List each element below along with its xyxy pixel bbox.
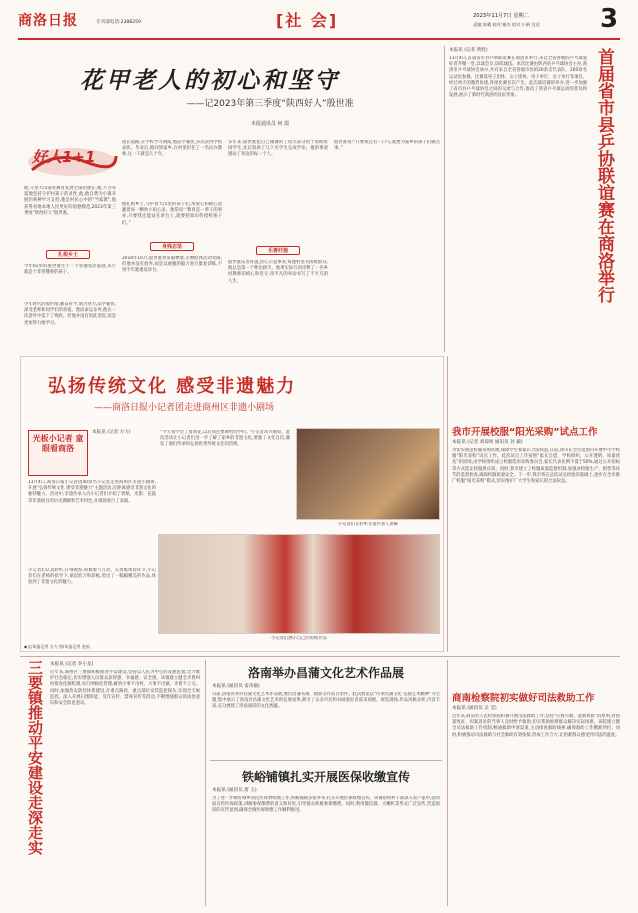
editor-credits: 责编:张璐 校对:谢杰 组对:小帆 宣达 <box>473 22 540 27</box>
divider-story8 <box>447 660 448 906</box>
story7-title: 铁峪铺镇扎实开展医保收缴宣传 <box>241 770 410 784</box>
subhead-rooted: 扎根乡土 <box>46 250 90 259</box>
badge-text: 好人1+1 <box>32 148 96 166</box>
story3-title: 弘扬传统文化 感受非遗魅力 <box>48 376 297 397</box>
story1-col2-p3: 2018年10月,殷世准突发脑梗塞,左侧肢体活动受限,但他并没有放弃,而是以顽强的毅力进行康复训练,不到半年就重返讲台。 <box>122 256 222 274</box>
section-title: [社 会] <box>276 11 339 30</box>
story2-text: 11月4日,首届省市县乒协联谊赛在商洛市举行,来自全省各地的乒乓球爱好者齐聚一堂,以球会友,切磋球技。本次比赛由陕西省乒乓球协会主办,商洛市乒乓球协会承办,共有来自全省各地市县的20余支代表队、200余名运动员参赛。比赛设男子团体、女子团体、男子单打、女子单打等项目。经过两天的激烈角逐,各项比赛名次产生。此次联谊赛的举办,进一步加强了省市县乒乓球协会之间的交流与合作,推动了我省乒乓球运动的普及和发展,展示了新时代商洛的良好形象。 <box>449 56 587 99</box>
issue-date: 2023年11月7日 星期二 <box>473 13 529 19</box>
story1-col3-p1: 多年来,殷世准把自己微薄的工资大部分用于资助贫困学生,先后资助了几十名学生完成学业。他的事迹感动了身边的每一个人。 <box>228 140 328 158</box>
photo-lecture <box>296 428 440 520</box>
story8-text: 近年来,商南县人民检察院积极开展司法救助工作,坚持“应救尽救、能救快救”的原则,对因案致贫、因案返贫的当事人及时给予救助,切实帮助困难群众解决实际困难。该院建立健全司法救助工作机制,畅通救助申请渠道,主动排查救助线索,确保救助工作精准到位。同时,积极推动司法救助与社会救助有效衔接,形成工作合力,让困难群众感受到司法的温度。 <box>452 714 620 738</box>
story1-col2-p2: 他扎根乡土,守护着大山里的孩子们,用爱心和耐心浇灌着每一颗幼小的心灵。他常说:“教育是一辈子的事业,只要我还能站在讲台上,就要把知识传授给孩子们。” <box>122 202 222 226</box>
story3-text2: 小记者们认真聆听,仔细观察,积极参与互动。在剪纸体验环节,小记者们在老师的指导下,拿起剪刀和彩纸,剪出了一幅幅精美的作品,体验到了非遗文化的魅力。 <box>28 568 156 586</box>
story7-byline: 本报讯 (通讯员 唐 玉) <box>212 788 257 793</box>
story3-text3: “今天我学会了剪窗花,以后我还要教给同学们。”小记者高兴地说。此次活动让小记者们进一步了解了家乡的非遗文化,增强了文化自信,激发了他们传承和弘扬优秀传统文化的热情。 <box>160 430 290 448</box>
divider-story4 <box>447 356 448 652</box>
story1-col1-p1: 他,守望大山深处教育发展全部的重任,他,不分冬夏地坚持守护村孩子的灵性,他,他自费为小镇开展的各种学习支持,他是村民心中的“当家教”,他获得省地本地人民更好的道德模范,2023年第三季度“陕西好人”殷世准。 <box>24 186 116 216</box>
story4-title: 我市开展校服“阳光采购”试点工作 <box>452 427 598 438</box>
story1-col2-p1: 成长道路,在学校学习期间,他品学兼优,多次获得学校表彰。毕业后,他回到家乡,在村里担任了一名民办教师,这一干就是几十年。 <box>122 140 222 158</box>
masthead <box>18 4 620 36</box>
story4-text: 为切实规范校服采购管理,保障学生和家长合法权益,日前,我市在全市范围内开展中小学校服“阳光采购”试点工作。此次试点工作按照“家长自愿、学校组织、公开透明、质量优先”的原则,由学校组织成立校服选用采购委员会,家长代表比例不低于50%,通过公开招标等方式选定校服供应商。同时,我市建立了校服质量监督机制,加强对校服生产、销售等环节的监督检查,确保校服质量安全。下一步,我市将在总结试点经验的基础上,逐步在全市推广校服“阳光采购”模式,切实维护广大学生和家长的合法权益。 <box>452 448 620 485</box>
divider-story2 <box>444 46 445 352</box>
story4-byline: 本报讯 (记者 刘琼瑶 通讯员 孙 毅) <box>452 440 523 445</box>
story3-seal-text: 光板小记者 童眼看商洛 <box>32 434 84 453</box>
story3-photo-credit: ◆文/本报记者 方力 图/本报记者 金园 <box>24 644 90 649</box>
story1-col1-p3: 少年时代的殷世准,勤奋好学,刻苦努力,品学兼优,深受老师和同学们的喜爱。然而命运多舛,他在一次意外中落下了残疾。但他并没有因此消沉,而是更加努力地学习。 <box>24 302 116 326</box>
story1-byline: 本报通讯员 何 霞 <box>250 121 290 127</box>
photo-papercut-caption: 小记者们展示自己的剪纸作品 <box>271 636 327 641</box>
story1-col3-p2: 殷世准乐善好施,热心公益事业,每逢村里有困难群众,他总是第一个伸出援手。他用实际行动诠释了一名乡村教师的初心和坚守,用平凡的举动书写了不平凡的人生。 <box>228 260 328 284</box>
page-number: 3 <box>600 4 619 34</box>
divider-lower <box>20 656 620 657</box>
story1-col1-p2: 今年61岁的殷世准生于一个普通农民家庭,从小就是个非常懂事的孩子。 <box>24 264 116 276</box>
story1-col4-p3: 殷世准说:“只要我还有一口气,就要为家乡的孩子们做点事。” <box>334 140 440 152</box>
story3-byline: 本报讯 (记者 方力) <box>92 430 131 435</box>
subhead-charity: 乐善好施 <box>256 246 300 255</box>
story8-title: 商南检察院初实做好司法救助工作 <box>452 693 595 704</box>
header-rule <box>18 38 620 40</box>
story1-title: 花甲老人的初心和坚守 <box>80 67 340 94</box>
subhead-disabled-strong: 身残志坚 <box>150 242 194 251</box>
newspaper-logo: 商洛日报 <box>18 13 78 29</box>
story2-title: 首届省市县乒协联谊赛在商洛举行 <box>594 48 614 303</box>
hotline-text: 专刊部电话:2388259 <box>96 20 141 25</box>
story6-text: 日前,洛南县举办昌蒲文化艺术作品展,展出昌蒲书画、摄影等作品百余件。此次展览以“传承昌蒲文化 弘扬艺术精神”为主题,集中展示了洛南县昌蒲文化艺术的发展成果,吸引了众多市民和书画爱好者前来观展。展览现场,作品风格多样,内容丰富,充分展现了洛南深厚的文化底蕴。 <box>212 692 440 710</box>
photo-lecture-caption: 小记者们在聆听非遗传承人讲解 <box>337 522 399 527</box>
story5-text: 近年来,商州区三要镇积极推进平安建设,坚持以人民为中心的发展思想,全力维护社会稳定,切实增强人民群众获得感、幸福感、安全感。该镇建立健全矛盾纠纷排查化解机制,实行网格化管理,做到小事不出村、大事不出镇、矛盾不上交。同时,加强治安防控体系建设,在重点路段、重点部位安装监控探头,实现全天候监控。深入开展扫黑除恶、反诈宣传、禁毒宣传等活动,不断增强群众的法治意识和安全防范意识。 <box>50 670 200 707</box>
story3-text1: 11月4日,商洛日报小记者团40余名小记者走进商州区非遗小剧场,开展“弘扬传统文化 感受非遗魅力”主题活动,近距离感受非遗文化的独特魅力。活动中,非遗传承人向小记者们介绍了剪纸、皮影、花鼓等非遗项目的历史渊源和艺术特色,并现场进行了表演。 <box>28 480 156 504</box>
story2-byline: 本报讯 (记者 黄胜) <box>449 48 488 53</box>
story3-seal <box>28 430 88 476</box>
story5-title: 三要镇推动平安建设走深走实 <box>26 660 44 855</box>
photo-papercut <box>158 534 440 634</box>
good-person-badge <box>26 140 118 180</box>
story6-byline: 本报讯 (通讯员 雷涛敏) <box>212 684 260 689</box>
story1-subtitle: ——记2023年第三季度“陕西好人”殷世准 <box>186 99 354 109</box>
story8-byline: 本报讯 (通讯员 吴 莹) <box>452 706 497 711</box>
story7-text: 为了进一步做好城乡居民医保费收缴工作,铁峪铺镇多措并举,扎实开展医保收缴宣传。该镇组织村干部深入农户家中,面对面宣传医保政策,讲解参保缴费的意义和好处,引导群众积极参保缴费。同时,利用微信群、大喇叭等形式广泛宣传,营造浓厚的宣传氛围,确保全镇医保收缴工作顺利推进。 <box>212 796 440 814</box>
divider-story7 <box>210 760 442 761</box>
story6-title: 洛南举办昌蒲文化艺术作品展 <box>247 666 404 680</box>
story3-subtitle: ——商洛日报小记者团走进商州区非遗小剧场 <box>94 403 275 413</box>
divider-story6 <box>205 660 206 906</box>
story5-byline: 本报讯 (记者 李小龙) <box>50 662 94 667</box>
